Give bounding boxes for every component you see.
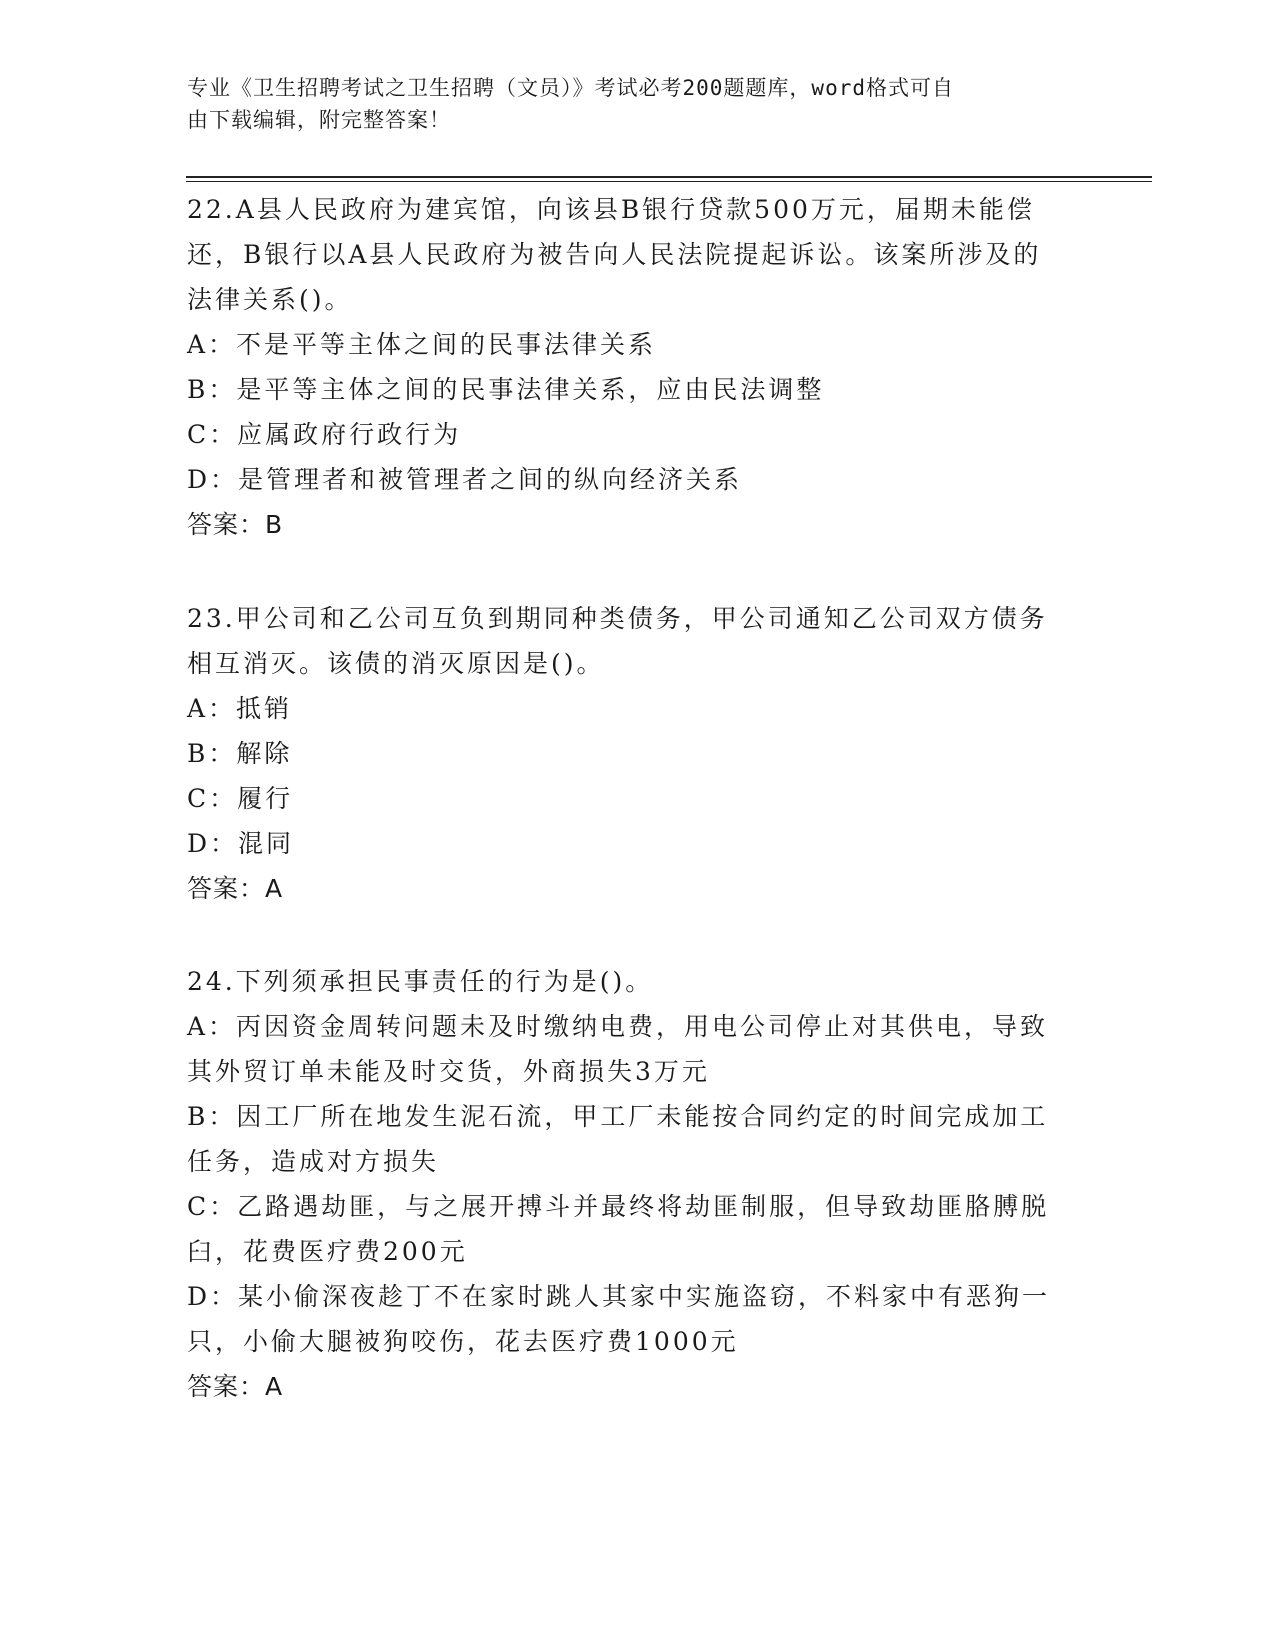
option-a-continued: 其外贸订单未能及时交货，外商损失3万元 <box>187 1057 710 1086</box>
question-stem-line: 23.甲公司和乙公司互负到期同种类债务，甲公司通知乙公司双方债务 <box>187 604 1048 633</box>
answer: 答案：A <box>187 1372 284 1401</box>
option-d-continued: 只，小偷大腿被狗咬伤，花去医疗费1000元 <box>187 1327 739 1356</box>
question-stem-line: 还，B银行以A县人民政府为被告向人民法院提起诉讼。该案所涉及的 <box>187 240 1042 269</box>
question-24 <box>187 959 1087 1409</box>
option-d: D：是管理者和被管理者之间的纵向经济关系 <box>187 465 743 494</box>
question-stem-line: 法律关系()。 <box>187 285 353 314</box>
option-b: B：解除 <box>187 739 293 768</box>
option-c: C：应属政府行政行为 <box>187 420 462 449</box>
question-stem-line: 相互消灭。该债的消灭原因是()。 <box>187 649 605 678</box>
option-a: A：丙因资金周转问题未及时缴纳电费，用电公司停止对其供电，导致 <box>187 1012 1049 1041</box>
option-a: A：不是平等主体之间的民事法律关系 <box>187 330 657 359</box>
question-stem-line: 24.下列须承担民事责任的行为是()。 <box>187 967 654 996</box>
option-d: D：某小偷深夜趁丁不在家时跳人其家中实施盗窃，不料家中有恶狗一 <box>187 1282 1051 1311</box>
question-22 <box>187 187 1087 547</box>
document-header <box>187 72 1067 136</box>
header-line-2: 由下载编辑，附完整答案！ <box>187 108 451 132</box>
header-divider-thick <box>186 176 1152 178</box>
option-b: B：因工厂所在地发生泥石流，甲工厂未能按合同约定的时间完成加工 <box>187 1102 1049 1131</box>
option-a: A：抵销 <box>187 694 293 723</box>
option-d: D：混同 <box>187 829 295 858</box>
option-b-continued: 任务，造成对方损失 <box>187 1147 440 1176</box>
question-stem-line: 22.A县人民政府为建宾馆，向该县B银行贷款500万元，届期未能偿 <box>187 195 1035 224</box>
option-c: C：履行 <box>187 784 294 813</box>
answer: 答案：A <box>187 874 284 903</box>
answer: 答案：B <box>187 510 284 539</box>
option-b: B：是平等主体之间的民事法律关系，应由民法调整 <box>187 375 825 404</box>
option-c-continued: 臼，花费医疗费200元 <box>187 1237 468 1266</box>
header-divider-thin <box>186 181 1152 182</box>
question-23 <box>187 596 1087 911</box>
option-c: C：乙路遇劫匪，与之展开搏斗并最终将劫匪制服，但导致劫匪胳膊脱 <box>187 1192 1050 1221</box>
header-line-1: 专业《卫生招聘考试之卫生招聘（文员）》考试必考200题题库，word格式可自 <box>187 76 954 100</box>
